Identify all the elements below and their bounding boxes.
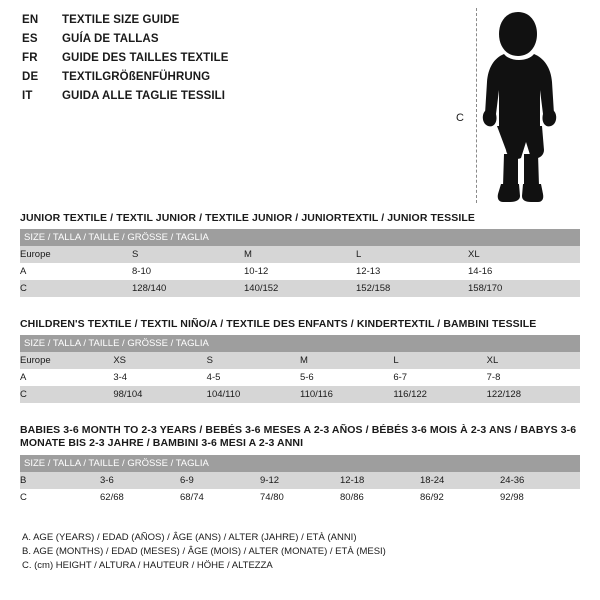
- cell-value: 24-36: [500, 472, 580, 489]
- row-label: C: [20, 386, 113, 403]
- header-row: [22, 52, 442, 71]
- cell-value: 10-12: [244, 263, 356, 280]
- row-label: B: [20, 472, 100, 489]
- table-row: [20, 246, 580, 263]
- header-row: [22, 90, 442, 109]
- cell-value: 110/116: [300, 386, 393, 403]
- section-title: CHILDREN'S TEXTILE / TEXTIL NIÑO/A / TEXTILE DES ENFANTS / KINDERTEXTIL / BAMBINI TESSILE: [20, 318, 537, 330]
- cell-value: XS: [113, 352, 206, 369]
- cell-value: 140/152: [244, 280, 356, 297]
- section-babies-textile: [20, 424, 580, 506]
- table-header-row: [20, 335, 580, 352]
- cell-value: XL: [468, 246, 580, 263]
- cell-value: 6-7: [393, 369, 486, 386]
- table-row: [20, 489, 580, 506]
- table-header-row: [20, 455, 580, 472]
- section-childrens-textile: [20, 318, 580, 403]
- cell-value: 92/98: [500, 489, 580, 506]
- cell-value: 9-12: [260, 472, 340, 489]
- section-title: JUNIOR TEXTILE / TEXTIL JUNIOR / TEXTILE JUNIOR / JUNIORTEXTIL / JUNIOR TESSILE: [20, 212, 475, 224]
- header-row: [22, 71, 442, 90]
- cell-value: 80/86: [340, 489, 420, 506]
- cell-value: L: [393, 352, 486, 369]
- cell-value: 152/158: [356, 280, 468, 297]
- table-row: [20, 369, 580, 386]
- row-label: Europe: [20, 246, 132, 263]
- cell-value: M: [300, 352, 393, 369]
- cell-value: 74/80: [260, 489, 340, 506]
- cell-value: 12-13: [356, 263, 468, 280]
- section-title: BABIES 3-6 MONTH TO 2-3 YEARS / BEBÉS 3-6 MESES A 2-3 AÑOS / BÉBÉS 3-6 MOIS À 2-3 ANS / BABYS 3-6 MONATE BIS 2-3 JAHRE / BAMBINI 3-6 MESI A 2-3 ANNI: [20, 424, 577, 449]
- header-row: [22, 33, 442, 52]
- height-measure-line: [476, 8, 477, 203]
- table-row: [20, 386, 580, 403]
- legend-line-c: C. (cm) HEIGHT / ALTURA / HAUTEUR / HÖHE / ALTEZZA: [22, 560, 273, 571]
- cell-value: 14-16: [468, 263, 580, 280]
- cell-value: 12-18: [340, 472, 420, 489]
- legend-block: [22, 531, 582, 573]
- language-code: ES: [22, 33, 38, 45]
- cell-value: 8-10: [132, 263, 244, 280]
- header-row: [22, 14, 442, 33]
- cell-value: S: [207, 352, 300, 369]
- row-label: A: [20, 263, 132, 280]
- row-label: C: [20, 280, 132, 297]
- cell-value: 158/170: [468, 280, 580, 297]
- table-header-label: SIZE / TALLA / TAILLE / GRÖSSE / TAGLIA: [20, 455, 580, 472]
- babies-size-table: [20, 455, 580, 506]
- cell-value: 7-8: [487, 369, 580, 386]
- cell-value: 104/110: [207, 386, 300, 403]
- table-header-label: SIZE / TALLA / TAILLE / GRÖSSE / TAGLIA: [20, 229, 580, 246]
- cell-value: 62/68: [100, 489, 180, 506]
- table-header-label: SIZE / TALLA / TAILLE / GRÖSSE / TAGLIA: [20, 335, 580, 352]
- language-code: FR: [22, 52, 38, 64]
- cell-value: 128/140: [132, 280, 244, 297]
- cell-value: 18-24: [420, 472, 500, 489]
- row-label: Europe: [20, 352, 113, 369]
- table-row: [20, 263, 580, 280]
- table-row: [20, 280, 580, 297]
- cell-value: 3-6: [100, 472, 180, 489]
- cell-value: 98/104: [113, 386, 206, 403]
- language-title: GUIDA ALLE TAGLIE TESSILI: [62, 90, 226, 102]
- cell-value: 3-4: [113, 369, 206, 386]
- table-row: [20, 472, 580, 489]
- cell-value: 116/122: [393, 386, 486, 403]
- cell-value: M: [244, 246, 356, 263]
- cell-value: 6-9: [180, 472, 260, 489]
- cell-value: 4-5: [207, 369, 300, 386]
- language-title: TEXTILGRÖßENFÜHRUNG: [62, 71, 211, 83]
- toddler-silhouette-icon: [482, 10, 590, 206]
- junior-size-table: [20, 229, 580, 297]
- row-label: A: [20, 369, 113, 386]
- language-header: [22, 14, 442, 109]
- language-code: IT: [22, 90, 33, 102]
- language-title: GUÍA DE TALLAS: [62, 33, 159, 45]
- language-code: DE: [22, 71, 39, 83]
- measure-label-c: C: [456, 112, 464, 124]
- cell-value: XL: [487, 352, 580, 369]
- figure-area: [450, 8, 590, 208]
- cell-value: L: [356, 246, 468, 263]
- row-label: C: [20, 489, 100, 506]
- section-junior-textile: [20, 212, 580, 297]
- language-title: TEXTILE SIZE GUIDE: [62, 14, 180, 26]
- cell-value: 5-6: [300, 369, 393, 386]
- language-code: EN: [22, 14, 39, 26]
- legend-line-b: B. AGE (MONTHS) / EDAD (MESES) / ÂGE (MOIS) / ALTER (MONATE) / ETÀ (MESI): [22, 546, 386, 557]
- language-title: GUIDE DES TAILLES TEXTILE: [62, 52, 229, 64]
- children-size-table: [20, 335, 580, 403]
- cell-value: 122/128: [487, 386, 580, 403]
- cell-value: 68/74: [180, 489, 260, 506]
- table-header-row: [20, 229, 580, 246]
- cell-value: 86/92: [420, 489, 500, 506]
- legend-line-a: A. AGE (YEARS) / EDAD (AÑOS) / ÂGE (ANS) / ALTER (JAHRE) / ETÀ (ANNI): [22, 532, 357, 543]
- table-row: [20, 352, 580, 369]
- cell-value: S: [132, 246, 244, 263]
